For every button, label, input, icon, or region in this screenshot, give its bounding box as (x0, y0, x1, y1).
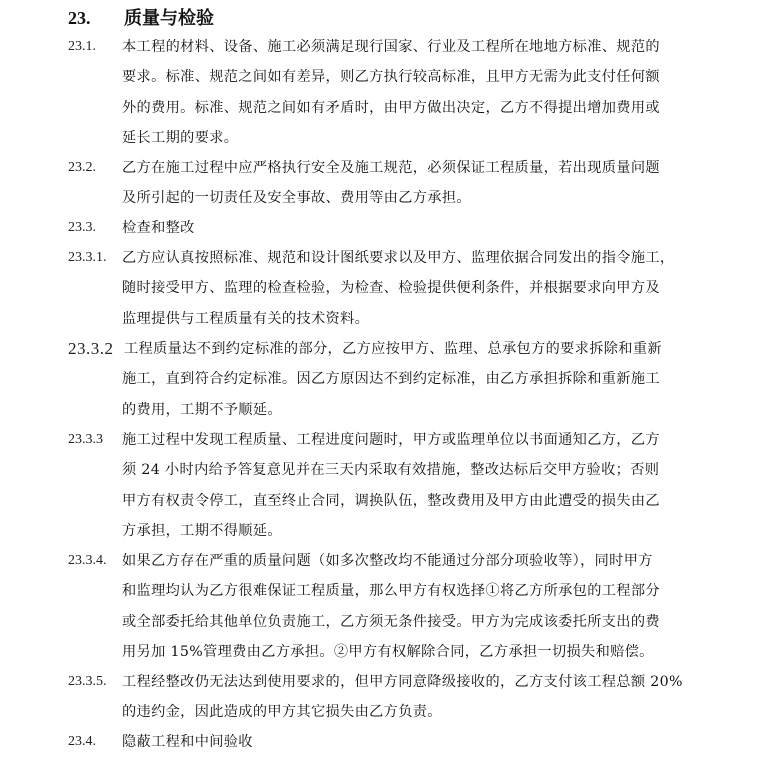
clause-number: 23.3.3 (68, 432, 103, 447)
clause-line: 工程质量达不到约定标准的部分，乙方应按甲方、监理、总承包方的要求拆除和重新 (124, 341, 662, 357)
clause-line: 施工过程中发现工程质量、工程进度问题时，甲方或监理单位以书面通知乙方，乙方 (122, 432, 660, 448)
clause-line: 检查和整改 (122, 220, 195, 236)
clause-line: 或全部委托给其他单位负责施工，乙方须无条件接受。甲方为完成该委托所支出的费 (122, 614, 660, 630)
clause-number: 23.3. (68, 220, 96, 235)
clause-line: 及所引起的一切责任及安全事故、费用等由乙方承担。 (122, 190, 471, 206)
clause-line: 要求。标准、规范之间如有差异，则乙方执行较高标准，且甲方无需为此支付任何额 (122, 69, 660, 85)
clause-line: 的费用，工期不予顺延。 (122, 402, 282, 418)
clause-number: 23.3.2 (68, 339, 114, 358)
clause-line: 乙方在施工过程中应严格执行安全及施工规范，必须保证工程质量，若出现质量问题 (122, 160, 660, 176)
clause-line: 本工程的材料、设备、施工必须满足现行国家、行业及工程所在地地方标准、规范的 (122, 39, 660, 55)
clause-number: 23.4. (68, 734, 96, 749)
clause-number: 23.3.4. (68, 553, 107, 568)
clause-line: 监理提供与工程质量有关的技术资料。 (122, 311, 370, 327)
clause-line: 和监理均认为乙方很难保证工程质量，那么甲方有权选择①将乙方所承包的工程部分 (122, 583, 660, 599)
clause-line: 须 24 小时内给予答复意见并在三天内采取有效措施，整改达标后交甲方验收；否则 (122, 462, 660, 478)
clause-line: 如果乙方存在严重的质量问题（如多次整改均不能通过分部分项验收等），同时甲方 (122, 553, 653, 569)
clause-line: 乙方应认真按照标准、规范和设计图纸要求以及甲方、监理依据合同发出的指令施工， (122, 250, 675, 266)
clause-line: 的违约金，因此造成的甲方其它损失由乙方负责。 (122, 704, 442, 720)
section-heading (68, 4, 214, 32)
clause-number: 23.3.5. (68, 674, 107, 689)
clause-line: 工程经整改仍无法达到使用要求的，但甲方同意降级接收的，乙方支付该工程总额 20% (122, 674, 683, 690)
clause-line: 随时接受甲方、监理的检查检验，为检查、检验提供便利条件，并根据要求向甲方及 (122, 280, 660, 296)
clause-number: 23.2. (68, 160, 96, 175)
clause-line: 隐蔽工程和中间验收 (122, 734, 253, 750)
clause-number: 23.3.1. (68, 250, 107, 265)
section-title: 质量与检验 (124, 8, 214, 29)
clause-line: 方承担，工期不得顺延。 (122, 523, 282, 539)
clause-line: 甲方有权责令停工，直至终止合同，调换队伍，整改费用及甲方由此遭受的损失由乙 (122, 493, 660, 509)
clause-number: 23.1. (68, 39, 96, 54)
clause-line: 延长工期的要求。 (122, 130, 239, 146)
clause-line: 施工，直到符合约定标准。因乙方原因达不到约定标准，由乙方承担拆除和重新施工 (122, 371, 660, 387)
clause-line: 用另加 15%管理费由乙方承担。②甲方有权解除合同，乙方承担一切损失和赔偿。 (122, 644, 654, 660)
section-number: 23. (68, 8, 91, 28)
clause-line: 外的费用。标准、规范之间如有矛盾时，由甲方做出决定，乙方不得提出增加费用或 (122, 100, 660, 116)
